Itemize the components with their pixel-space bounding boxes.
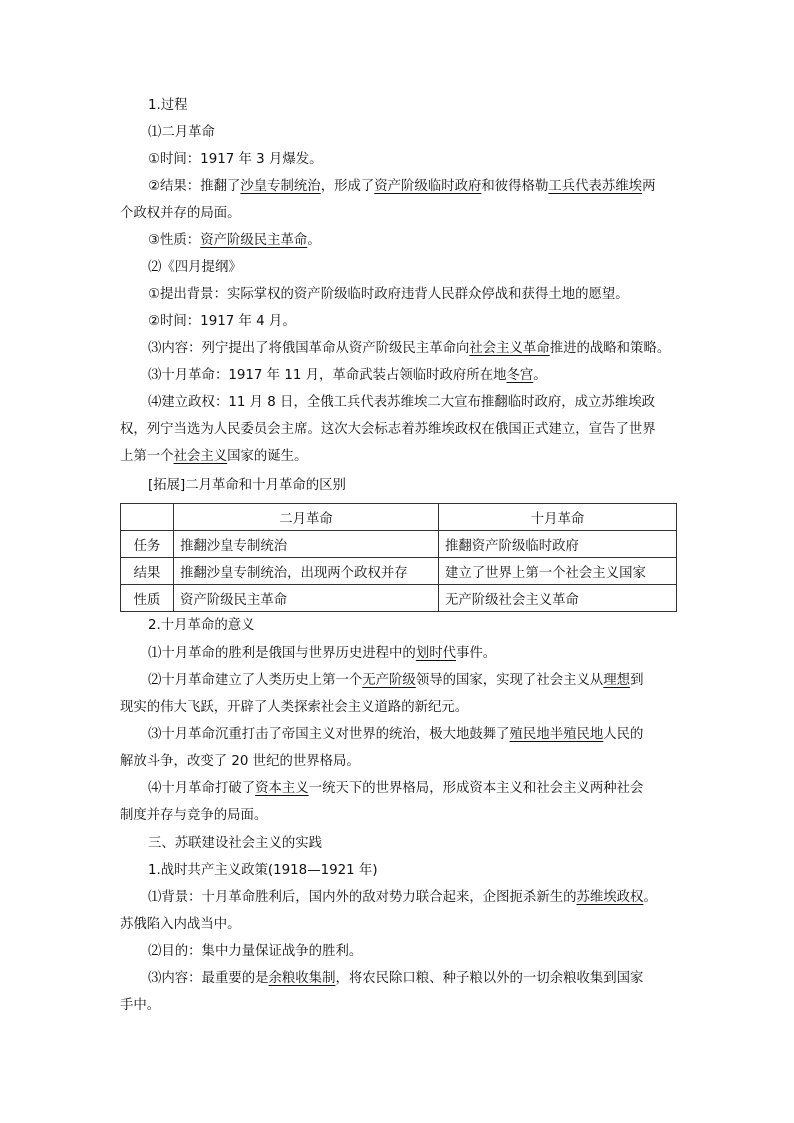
feb-result-cont: 个政权并存的局面。 <box>120 206 241 221</box>
underlined-term: 殖民地半殖民地 <box>509 727 604 742</box>
table-cell: 推翻资产阶级临时政府 <box>439 531 677 558</box>
underlined-term: 社会主义 <box>173 449 228 464</box>
table-header-row <box>121 504 677 531</box>
war-communism-title: 1.战时共产主义政策(1918—1921 年) <box>148 863 378 878</box>
october-revolution: ⑶十月革命：1917 年 11 月，革命武装占领临时政府所在地冬宫。 <box>148 368 547 383</box>
table-cell: 资产阶级民主革命 <box>174 585 439 612</box>
significance-2-cont: 现实的伟大飞跃，开辟了人类探索社会主义道路的新纪元。 <box>120 700 469 715</box>
significance-3: ⑶十月革命沉重打击了帝国主义对世界的统治，极大地鼓舞了殖民地半殖民地人民的 <box>148 727 644 742</box>
underlined-term: 资产阶级临时政府 <box>374 179 482 194</box>
april-content: ⑶内容：列宁提出了将俄国革命从资产阶级民主革命向社会主义革命推进的战略和策略。 <box>148 341 671 356</box>
underlined-term: 冬宫 <box>506 368 534 383</box>
april-time: ②时间：1917 年 4 月。 <box>148 314 296 329</box>
war-communism-background-cont: 苏俄陷入内战当中。 <box>120 917 241 932</box>
significance-4-cont: 制度并存与竞争的局面。 <box>120 808 268 823</box>
table-row <box>121 531 677 558</box>
significance-2: ⑵十月革命建立了人类历史上第一个无产阶级领导的国家，实现了社会主义从理想到 <box>148 673 644 688</box>
table-cell: 任务 <box>121 531 174 558</box>
table-cell: 性质 <box>121 585 174 612</box>
underlined-term: 工兵代表苏维埃 <box>548 179 643 194</box>
table-cell: 建立了世界上第一个社会主义国家 <box>439 558 677 585</box>
war-communism-content-cont: 手中。 <box>120 998 161 1013</box>
underlined-term: 无产阶级 <box>362 673 416 688</box>
heading-process: 1.过程 <box>148 98 188 113</box>
regime-line-3: 上第一个社会主义国家的诞生。 <box>120 449 308 464</box>
table-row <box>121 558 677 585</box>
table-cell: 无产阶级社会主义革命 <box>439 585 677 612</box>
table-row <box>121 585 677 612</box>
underlined-term: 苏维埃政权 <box>576 890 644 905</box>
regime-line-2: 权，列宁当选为人民委员会主席。这次大会标志着苏维埃政权在俄国正式建立，宣告了世界 <box>120 422 656 437</box>
table-header-cell: 十月革命 <box>439 504 677 531</box>
table-cell: 推翻沙皇专制统治，出现两个政权并存 <box>174 558 439 585</box>
regime-line-1: ⑷建立政权：11 月 8 日，全俄工兵代表苏维埃二大宣布推翻临时政府，成立苏维埃政 <box>148 395 655 410</box>
war-communism-background: ⑴背景：十月革命胜利后，国内外的敌对势力联合起来，企图扼杀新生的苏维埃政权。 <box>148 890 657 905</box>
extension-title: [拓展]二月革命和十月革命的区别 <box>148 478 346 493</box>
underlined-term: 划时代 <box>415 646 456 661</box>
underlined-term: 余粮收集制 <box>268 971 336 986</box>
april-background: ①提出背景：实际掌权的资产阶级临时政府违背人民群众停战和获得土地的愿望。 <box>148 287 629 302</box>
significance-1: ⑴十月革命的胜利是俄国与世界历史进程中的划时代事件。 <box>148 646 497 661</box>
significance-4: ⑷十月革命打破了资本主义一统天下的世界格局，形成资本主义和社会主义两种社会 <box>148 781 644 796</box>
feb-time: ①时间：1917 年 3 月爆发。 <box>148 152 323 167</box>
feb-revolution-title: ⑴二月革命 <box>148 125 215 140</box>
comparison-table <box>120 503 677 612</box>
war-communism-goal: ⑵目的：集中力量保证战争的胜利。 <box>148 944 363 959</box>
table-cell: 结果 <box>121 558 174 585</box>
underlined-term: 社会主义革命 <box>469 341 550 356</box>
war-communism-content: ⑶内容：最重要的是余粮收集制，将农民除口粮、种子粮以外的一切余粮收集到国家 <box>148 971 644 986</box>
table-header-cell: 二月革命 <box>174 504 439 531</box>
underlined-term: 理想 <box>603 673 631 688</box>
heading-soviet-practice: 三、苏联建设社会主义的实践 <box>148 836 323 851</box>
heading-significance: 2.十月革命的意义 <box>148 618 255 633</box>
underlined-term: 资本主义 <box>255 781 309 796</box>
underlined-term: 沙皇专制统治 <box>240 179 321 194</box>
significance-3-cont: 解放斗争，改变了 20 世纪的世界格局。 <box>120 754 360 769</box>
table-cell: 推翻沙皇专制统治 <box>174 531 439 558</box>
table-header-cell <box>121 504 174 531</box>
april-theses-title: ⑵《四月提纲》 <box>148 260 242 275</box>
feb-result: ②结果：推翻了沙皇专制统治，形成了资产阶级临时政府和彼得格勒工兵代表苏维埃两 <box>148 179 656 194</box>
feb-nature: ③性质：资产阶级民主革命。 <box>148 233 321 248</box>
underlined-term: 资产阶级民主革命 <box>200 233 308 248</box>
